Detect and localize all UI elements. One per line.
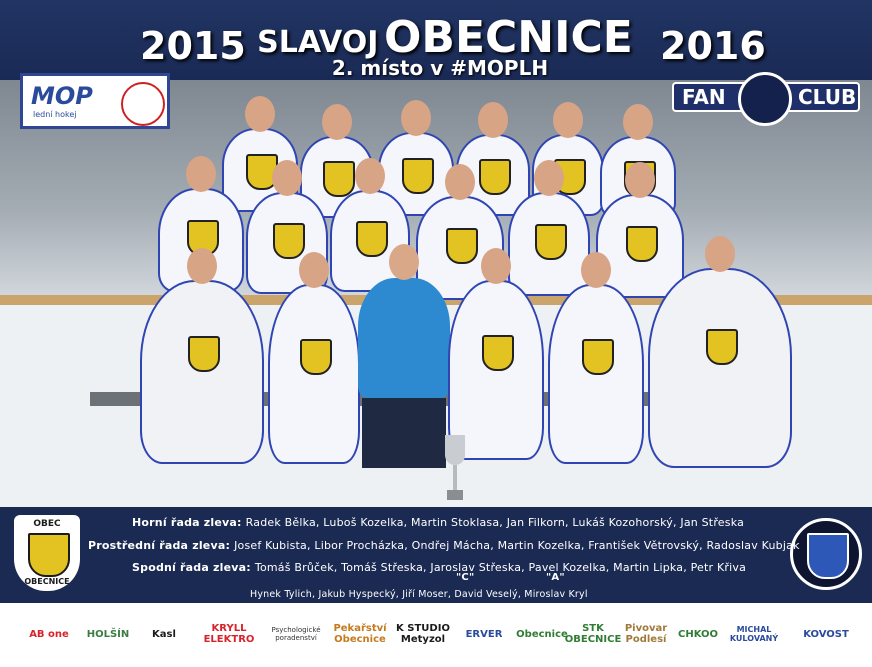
club-shield-icon [807,533,849,579]
sponsor-logo [516,617,568,651]
placement-subtitle: 2. místo v #MOPLH [331,56,549,80]
trophy-cup [445,435,465,505]
sponsor-name: Obecnice [516,628,568,640]
bottom-row-names: Tomáš Brůček, Tomáš Střeska, Jaroslav Střeska, Pavel Kozelka, Martin Lipka, Petr Křiva [254,561,747,574]
sponsor-logo [564,617,622,651]
hockey-player-icon [121,82,165,126]
mop-logo [20,73,170,129]
sponsor-name: Kasl [152,628,176,640]
sponsor-name: HOLŠÍN [86,628,130,640]
village-crest-bottom-text: OBECNICE [24,577,70,586]
captain-mark: "C" [456,572,475,583]
middle-row-label: Prostřední řada zleva: [88,539,231,552]
season-end-year: 2016 [660,24,766,68]
mop-logo-text: MOP [31,82,93,110]
sponsor-logo [264,617,328,651]
sponsor-logo [394,617,452,651]
middle-row-caption [88,539,800,552]
sponsor-name: KOVOST [803,628,849,640]
sponsor-name: K STUDIO Metyzol [396,623,450,645]
absent-players: Hynek Tylich, Jakub Hyspecký, Jiří Moser, David Veselý, Miroslav Kryl [250,589,588,600]
goalie-figure [648,268,792,468]
club-emblem-icon [738,72,792,126]
sponsor-logo [134,617,194,651]
fanclub-left-text: FAN [682,85,726,109]
coach-legs [362,398,446,468]
goalie-figure [140,280,264,464]
mop-logo-subtext: lední hokej [33,110,77,119]
sponsor-logo [14,617,84,651]
middle-row-names: Josef Kubista, Libor Procházka, Ondřej Mácha, Martin Kozelka, František Větrovský, Radoslav Kubjak [234,539,800,552]
sponsor-name: Pekařství Obecnice [333,623,387,645]
player-figure [448,280,544,460]
top-row-caption [132,516,744,529]
sponsor-logo [456,617,512,651]
sponsor-name: ERVER [465,628,503,640]
sponsor-name: MICHAL KULOVANÝ [729,625,779,643]
sponsor-logo [198,617,260,651]
sponsor-name: KRYLL ELEKTRO [203,623,255,645]
sponsor-name: STK OBECNICE [564,623,622,645]
sponsor-name: Psychologické poradenství [271,626,321,642]
assistant-mark: "A" [546,572,565,583]
sponsor-logo [618,617,674,651]
bottom-row-label: Spodní řada zleva: [132,561,251,574]
crest-shield-icon [28,533,70,577]
bottom-row-caption [132,561,746,574]
team-title-prefix: SLAVOJ [257,25,379,60]
club-crest-logo [790,518,862,590]
sponsor-logo [678,617,718,651]
sponsor-name: Pivovar Podlesí [624,623,668,645]
sponsor-logo [330,617,390,651]
player-figure [548,284,644,464]
coach-figure [358,278,450,398]
sponsor-logo [86,617,130,651]
player-figure [596,194,684,298]
sponsor-name: CHKOO [678,628,719,640]
village-crest-top-text: OBEC [33,519,61,529]
sponsor-name: AB one [29,628,69,640]
player-figure [268,284,360,464]
player-figure [508,192,590,296]
season-start-year: 2015 [140,24,246,68]
village-crest-logo [14,515,80,591]
sponsor-logo [792,617,860,651]
team-title-main: OBECNICE [384,12,633,63]
team-photo [0,80,872,507]
sponsors-strip [0,603,872,667]
top-row-names: Radek Bělka, Luboš Kozelka, Martin Stoklasa, Jan Filkorn, Lukáš Kozohorský, Jan Střeska [245,516,745,529]
sponsor-logo [722,617,786,651]
fanclub-logo [672,72,860,124]
fanclub-right-text: CLUB [798,85,857,109]
top-row-label: Horní řada zleva: [132,516,242,529]
